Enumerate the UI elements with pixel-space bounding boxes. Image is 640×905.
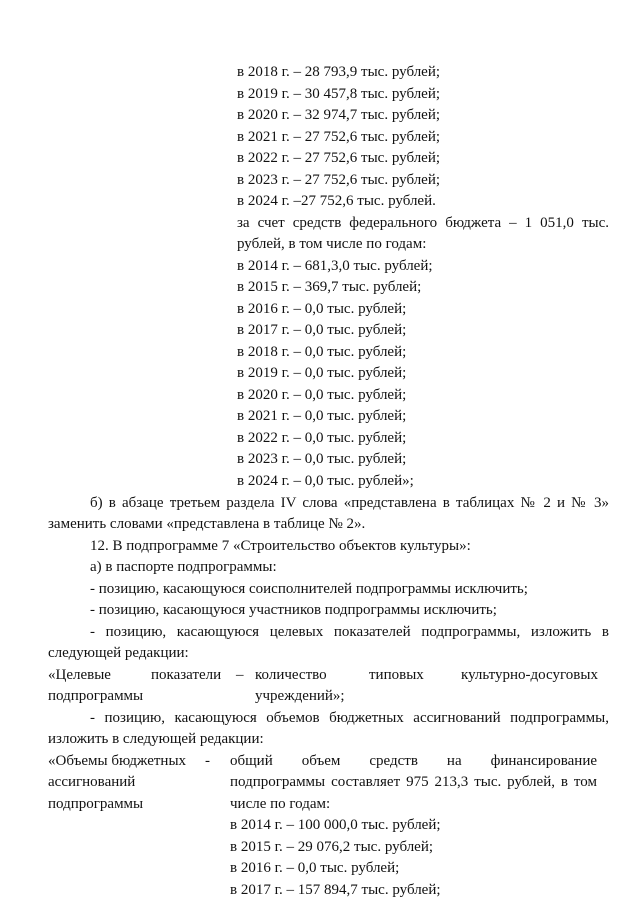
list-item: в 2023 г. – 0,0 тыс. рублей; xyxy=(237,451,407,468)
targets-word: культурно-досуговых xyxy=(461,666,598,683)
list-item: в 2023 г. – 27 752,6 тыс. рублей; xyxy=(237,171,441,188)
volumes-text: общий объем средств на финансирование xyxy=(230,752,597,769)
dash-item: - позицию, касающуюся объемов бюджетных ассигнований подпрограммы, xyxy=(90,709,609,726)
list-item: в 2015 г. – 369,7 тыс. рублей; xyxy=(237,279,422,296)
targets-word: количество xyxy=(255,666,327,683)
list-item: в 2021 г. – 27 752,6 тыс. рублей; xyxy=(237,128,441,145)
dash-item: - позицию, касающуюся участников подпрограммы исключить; xyxy=(90,602,497,619)
volumes-label: ассигнований xyxy=(48,774,136,791)
targets-word: «Целевые xyxy=(48,666,111,683)
dash-item-cont: изложить в следующей редакции: xyxy=(48,731,264,748)
list-item: в 2015 г. – 29 076,2 тыс. рублей; xyxy=(230,838,434,855)
list-item: в 2016 г. – 0,0 тыс. рублей; xyxy=(237,300,407,317)
targets-dash: – xyxy=(236,666,244,683)
list-item: в 2019 г. – 0,0 тыс. рублей; xyxy=(237,365,407,382)
list-item: в 2014 г. – 681,3,0 тыс. рублей; xyxy=(237,257,433,274)
item-a: а) в паспорте подпрограммы: xyxy=(90,559,277,576)
federal-budget-line: за счет средств федерального бюджета – 1 051,0 тыс. xyxy=(237,214,609,231)
targets-word: учреждений»; xyxy=(255,688,345,705)
volumes-dash: - xyxy=(205,752,210,769)
dash-item-cont: следующей редакции: xyxy=(48,645,189,662)
list-item: в 2021 г. – 0,0 тыс. рублей; xyxy=(237,408,407,425)
targets-word: типовых xyxy=(369,666,424,683)
dash-item: - позицию, касающуюся целевых показателей подпрограммы, изложить в xyxy=(90,623,609,640)
list-item: в 2022 г. – 0,0 тыс. рублей; xyxy=(237,429,407,446)
list-item: в 2022 г. – 27 752,6 тыс. рублей; xyxy=(237,150,441,167)
volumes-text: числе по годам: xyxy=(230,795,331,812)
list-item: в 2016 г. – 0,0 тыс. рублей; xyxy=(230,860,400,877)
list-item: в 2014 г. – 100 000,0 тыс. рублей; xyxy=(230,817,441,834)
targets-word: показатели xyxy=(151,666,222,683)
list-item: в 2017 г. – 0,0 тыс. рублей; xyxy=(237,322,407,339)
paragraph-b-cont: заменить словами «представлена в таблице № 2». xyxy=(48,516,366,533)
list-item: в 2017 г. – 157 894,7 тыс. рублей; xyxy=(230,882,441,898)
list-item: в 2020 г. – 0,0 тыс. рублей; xyxy=(237,386,407,403)
volumes-label: подпрограммы xyxy=(48,795,144,812)
list-item: в 2024 г. –27 752,6 тыс. рублей. xyxy=(237,193,436,210)
volumes-label: «Объемы бюджетных xyxy=(48,752,187,769)
dash-item: - позицию, касающуюся соисполнителей подпрограммы исключить; xyxy=(90,580,528,597)
list-item: в 2020 г. – 32 974,7 тыс. рублей; xyxy=(237,107,441,124)
list-item: в 2018 г. – 28 793,9 тыс. рублей; xyxy=(237,64,441,80)
paragraph-b: б) в абзаце третьем раздела IV слова «представлена в таблицах № 2 и № 3» xyxy=(90,494,609,511)
targets-word: подпрограммы xyxy=(48,688,144,705)
list-item: в 2019 г. – 30 457,8 тыс. рублей; xyxy=(237,85,441,102)
federal-budget-line-cont: рублей, в том числе по годам: xyxy=(237,236,427,253)
list-item: в 2018 г. – 0,0 тыс. рублей; xyxy=(237,343,407,360)
list-item: в 2024 г. – 0,0 тыс. рублей»; xyxy=(237,473,414,489)
item-12-heading: 12. В подпрограмме 7 «Строительство объектов культуры»: xyxy=(90,537,471,554)
volumes-text: подпрограммы составляет 975 213,3 тыс. рублей, в том xyxy=(230,774,597,791)
